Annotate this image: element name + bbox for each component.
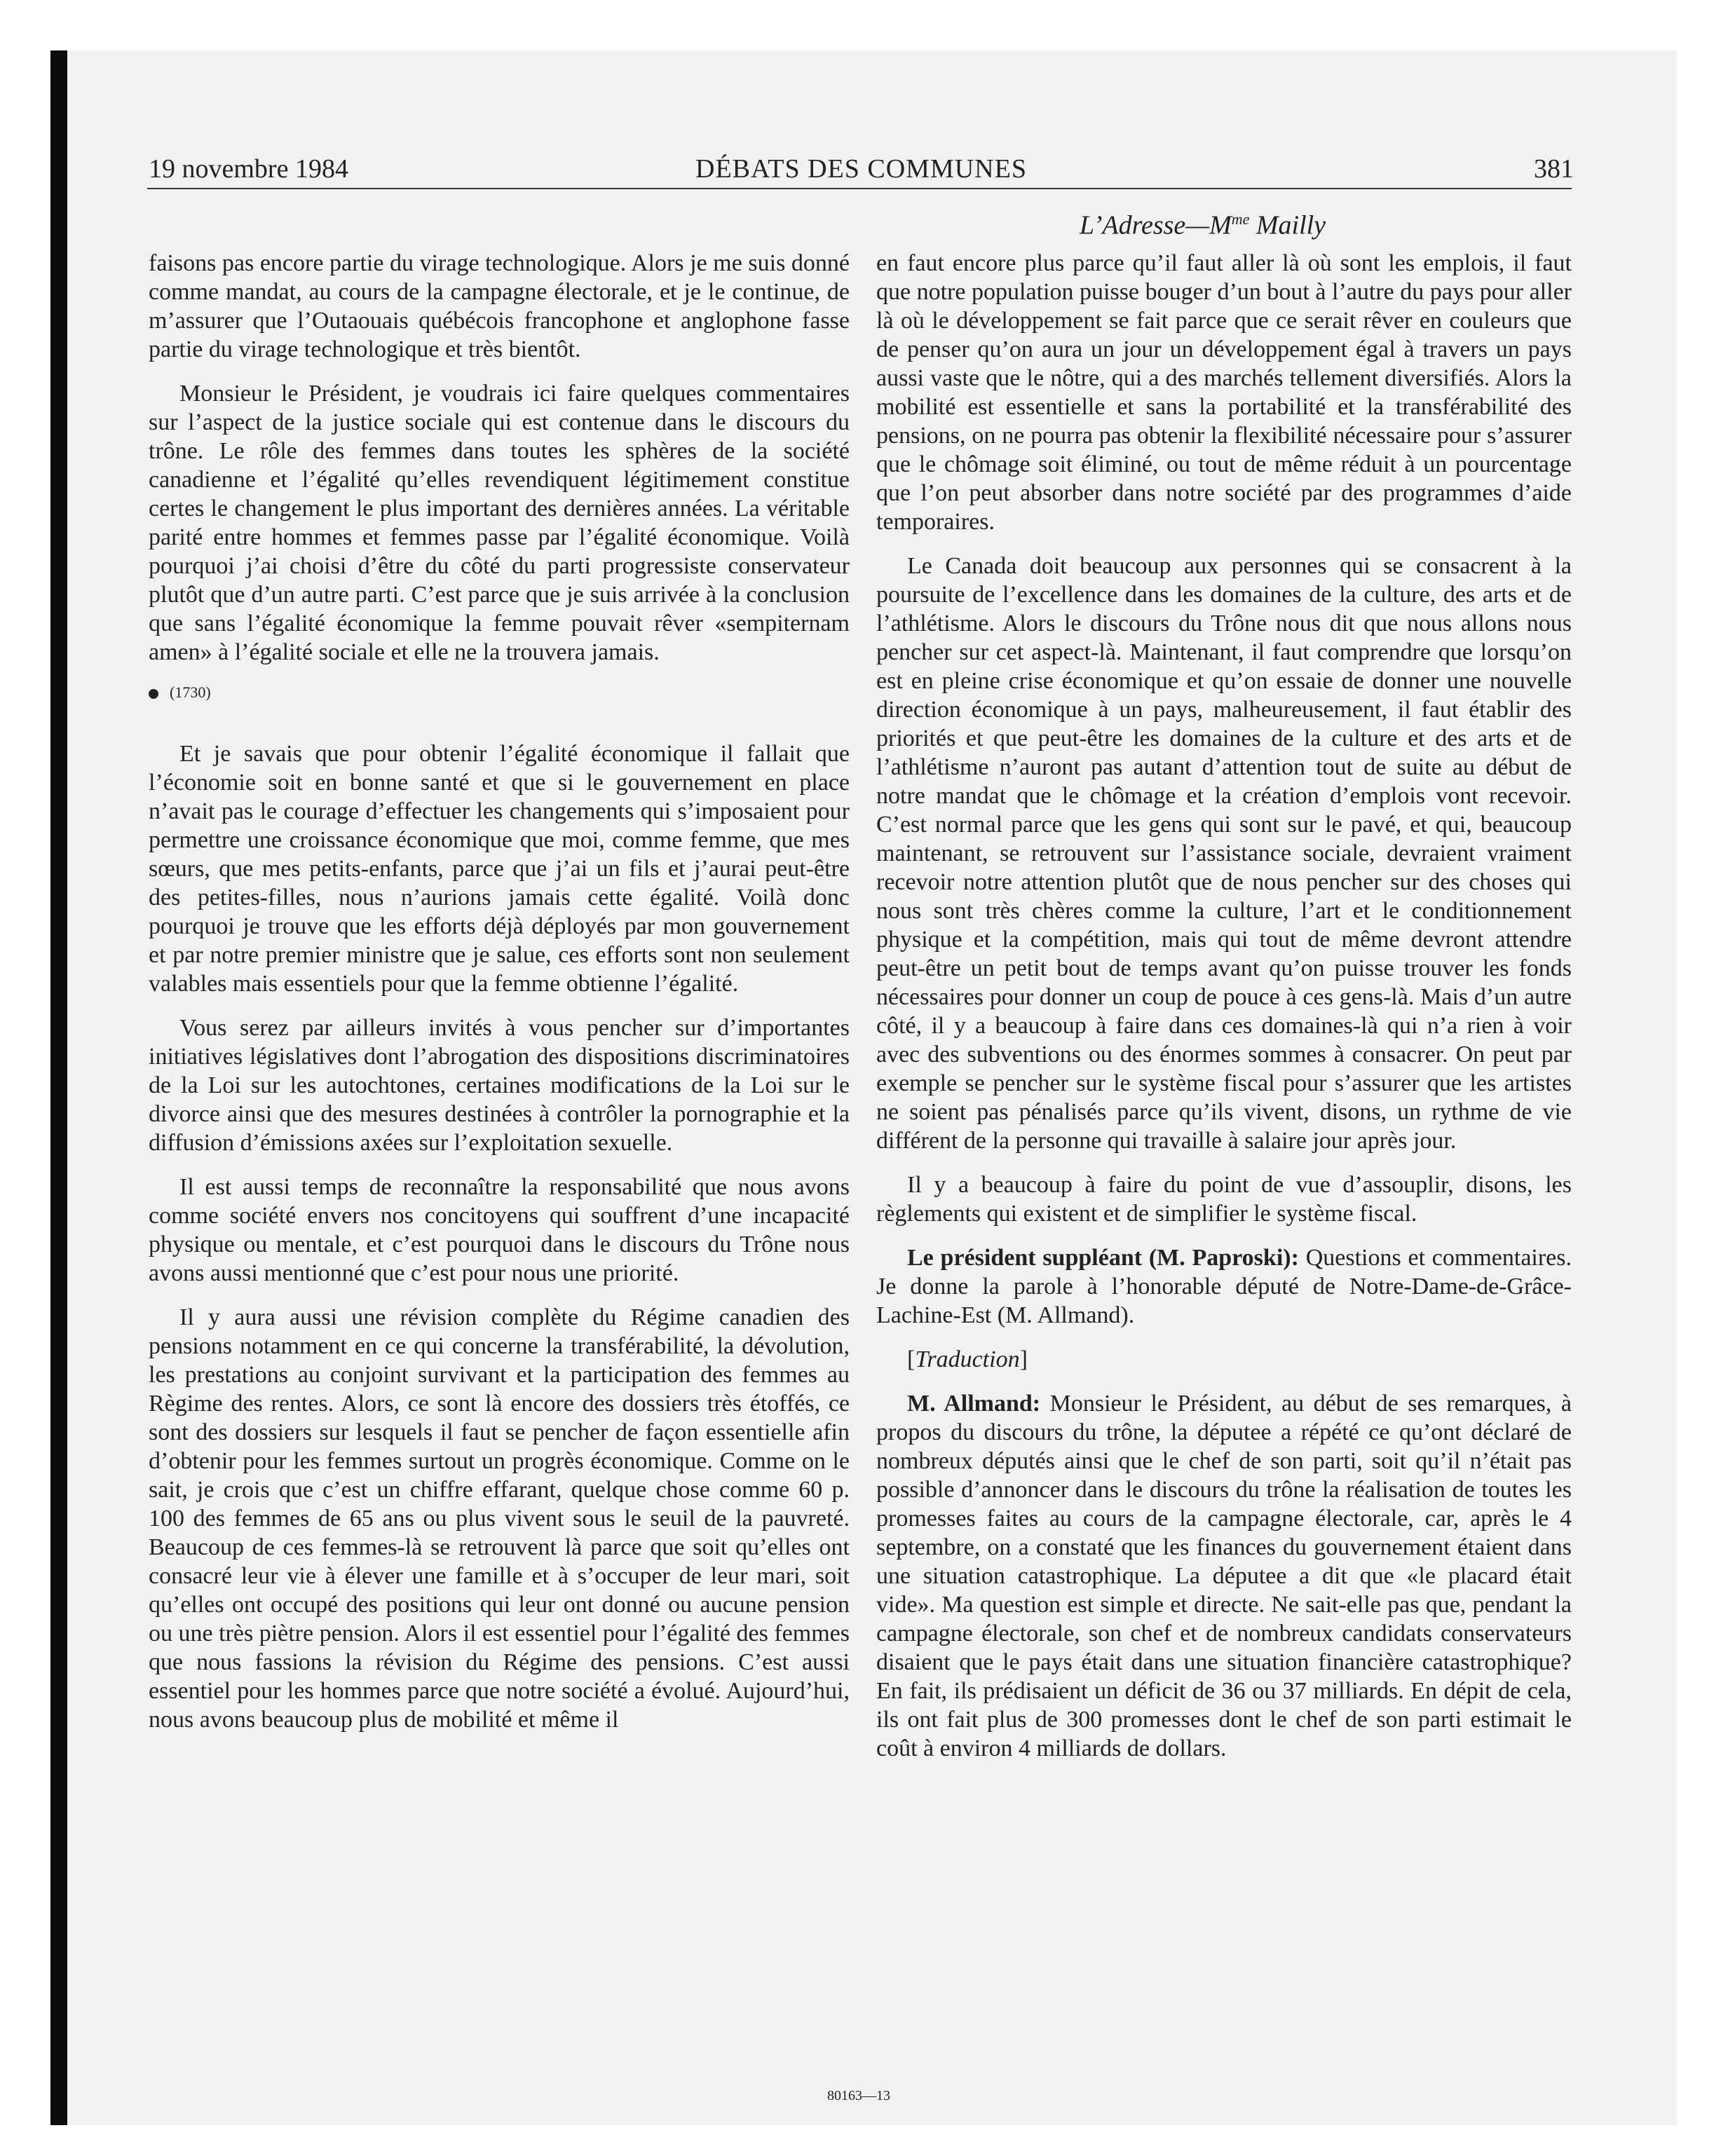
- page-number: 381: [1534, 154, 1574, 184]
- speaker-name: M. Allmand:: [907, 1391, 1041, 1417]
- time-marker-label: (1730): [170, 683, 211, 701]
- paragraph: Vous serez par ailleurs invités à vous pencher sur d’importantes initiatives législatives dont l’abrogation des dispositions discriminatoires de la Loi sur les autochtones, certaines modifications de la Loi sur le divorce ainsi que des mesures destinées à contrôler la pornographie et la diffusion d’émissions axées sur l’exploitation sexuelle.: [149, 1015, 850, 1156]
- right-column: [876, 249, 1572, 1778]
- speaker-text: Questions et commentaires. Je donne la parole à l’honorable député de Notre-Dame-de-Grâce-Lachine-Est (M. Allmand).: [876, 1245, 1572, 1328]
- paragraph: en faut encore plus parce qu’il faut aller là où sont les emplois, il faut que notre population puisse bouger d’un bout à l’autre du pays pour aller là où le développement se fait parce que ce serait rêver en couleurs que de penser qu’on aura un jour un développement égal à travers un pays aussi vaste que le nôtre, qui a des marchés tellement diversifiés. Alors la mobilité est essentielle et sans la portabilité et la transférabilité des pensions, on ne pourra pas obtenir la flexibilité nécessaire pour s’assurer que le chômage soit éliminé, ou tout de même réduit à un pourcentage que l’on peut absorber dans notre société par des programmes d’aide temporaires.: [876, 250, 1572, 535]
- paragraph: faisons pas encore partie du virage technologique. Alors je me suis donné comme mandat, au cours de la campagne électorale, et je le continue, de m’assurer que l’Outaouais québécois francophone et anglophone fasse partie du virage technologique et très bientôt.: [149, 250, 850, 362]
- bracket-open: [: [907, 1346, 916, 1372]
- header-rule: [147, 188, 1572, 189]
- running-head-suffix: Mailly: [1249, 210, 1326, 240]
- bracket-close: ]: [1019, 1346, 1028, 1372]
- header-title: DÉBATS DES COMMUNES: [695, 154, 1027, 184]
- header-date: 19 novembre 1984: [149, 154, 348, 184]
- paragraph: Il y a beaucoup à faire du point de vue d’assouplir, disons, les règlements qui existent et de simplifier le système fiscal.: [876, 1172, 1572, 1227]
- speaker-paragraph: [876, 1243, 1572, 1330]
- speaker-name: Le président suppléant (M. Paproski):: [907, 1245, 1299, 1271]
- binding-edge: [50, 50, 67, 2125]
- paragraph: Le Canada doit beaucoup aux personnes qui se consacrent à la poursuite de l’excellence dans les domaines de la culture, des arts et de l’athlétisme. Alors le discours du Trône nous dit que nous allons nous pencher sur cet aspect-là. Maintenant, il faut comprendre que lorsqu’on est en pleine crise économique et qu’on essaie de donner une nouvelle direction économique à un pays, malheureusement, il faut établir des priorités et que peut-être les domaines de la culture et des arts et de l’athlétisme n’auront pas autant d’attention tout de suite au début de notre mandat que le chômage et la création d’emplois vont recevoir. C’est normal parce que les gens qui sont sur le pavé, et qui, beaucoup maintenant, se retrouvent sur l’assistance sociale, devraient vraiment recevoir notre attention plutôt que de nous pencher sur des choses qui nous sont très chères comme la culture, l’art et le conditionnement physique et la compétition, mais qui tout de même devront attendre peut-être un petit bout de temps avant qu’on puisse trouver les fonds nécessaires pour donner un coup de pouce à ces gens-là. Mais d’un autre côté, il y a beaucoup à faire dans ces domaines-là qui n’a rien à voir avec des subventions ou des énormes sommes à consacrer. On peut par exemple se pencher sur le système fiscal pour s’assurer que les artistes ne soient pas pénalisés parce qu’ils vivent, disons, un rythme de vie différent de la personne qui travaille à salaire jour après jour.: [876, 553, 1572, 1154]
- paragraph: Il y aura aussi une révision complète du Régime canadien des pensions notamment en ce qui concerne la transférabilité, la dévolution, les prestations au conjoint survivant et la participation des femmes au Règime des rentes. Alors, ce sont là encore des dossiers très étoffés, ce sont des dossiers sur lesquels il faut se pencher de façon essentielle afin d’obtenir pour les femmes surtout un progrès économique. Comme on le sait, je crois que c’est un chiffre effarant, quelque chose comme 60 p. 100 des femmes de 65 ans ou plus vivent sous le seuil de la pauvreté. Beaucoup de ces femmes-là se retrouvent là parce que soit qu’elles ont consacré leur vie à élever une famille et à s’occuper de leur mari, soit qu’elles ont occupé des positions qui leur ont donné ou aucune pension ou une très piètre pension. Alors il est essentiel pour l’égalité des femmes que nous fassions la révision du Régime des pensions. C’est aussi essentiel pour les hommes parce que notre société a évolué. Aujourd’hui, nous avons beaucoup plus de mobilité et même il: [149, 1304, 850, 1733]
- paragraph: Il est aussi temps de reconnaître la responsabilité que nous avons comme société envers nos concitoyens qui souffrent d’une incapacité physique ou mentale, et c’est pourquoi dans le discours du Trône nous avons aussi mentionné que c’est pour nous une priorité.: [149, 1174, 850, 1286]
- running-head-prefix: L’Adresse—M: [1080, 210, 1232, 240]
- time-marker: [149, 682, 850, 703]
- translation-note: [876, 1345, 1572, 1374]
- paragraph: Monsieur le Président, je voudrais ici faire quelques commentaires sur l’aspect de la justice sociale qui est contenue dans le discours du trône. Le rôle des femmes dans toutes les sphères de la société canadienne et l’égalité qu’elles revendiquent légitimement constitue certes le changement le plus important des dernières années. La véritable parité entre hommes et femmes passe par l’égalité économique. Voilà pourquoi j’ai choisi d’être du côté du parti progressiste conservateur plutôt que d’un autre parti. C’est parce que je suis arrivée à la conclusion que sans l’égalité économique la femme pouvait rêver «sempiternam amen» à l’égalité sociale et elle ne la trouvera jamais.: [149, 381, 850, 665]
- running-head: [1080, 203, 1326, 242]
- paragraph: Et je savais que pour obtenir l’égalité économique il fallait que l’économie soit en bonne santé et que si le gouvernement en place n’avait pas le courage d’effectuer les changements qui s’imposaient pour permettre une croissance économique que moi, comme femme, que mes sœurs, que mes petits-enfants, parce que j’ai un fils et j’aurai peut-être des petites-filles, nous n’aurions jamais cette égalité. Voilà donc pourquoi je trouve que les efforts déjà déployés par mon gouvernement et par notre premier ministre que je salue, ces efforts sont non seulement valables mais essentiels pour que la femme obtienne l’égalité.: [149, 741, 850, 997]
- speaker-text: Monsieur le Président, au début de ses remarques, à propos du discours du trône, la députee a répété ce qu’ont déclaré de nombreux députés ainsi que le chef de son parti, soit qu’il n’était pas possible d’annoncer dans le discours du trône la réalisation de toutes les promesses faites au cours de la campagne électorale, car, après le 4 septembre, on a constaté que les finances du gouvernement étaient dans une situation catastrophique. La députee a dit que «le placard était vide». Ma question est simple et directe. Ne sait-elle pas que, pendant la campagne électorale, son chef et de nombreux candidats conservateurs disaient que le pays était dans une situation financière catastrophique? En fait, ils prédisaient un déficit de 36 ou 37 milliards. En dépit de cela, ils ont fait plus de 300 promesses dont le chef de son parti estimait le coût à environ 4 milliards de dollars.: [876, 1391, 1572, 1761]
- bullet-dot-icon: [149, 689, 158, 699]
- running-head-superscript: me: [1231, 210, 1250, 228]
- left-column: [149, 249, 850, 1749]
- footer-code: 80163—13: [827, 2088, 890, 2103]
- speaker-paragraph: [876, 1389, 1572, 1763]
- translation-label: Traduction: [915, 1346, 1020, 1372]
